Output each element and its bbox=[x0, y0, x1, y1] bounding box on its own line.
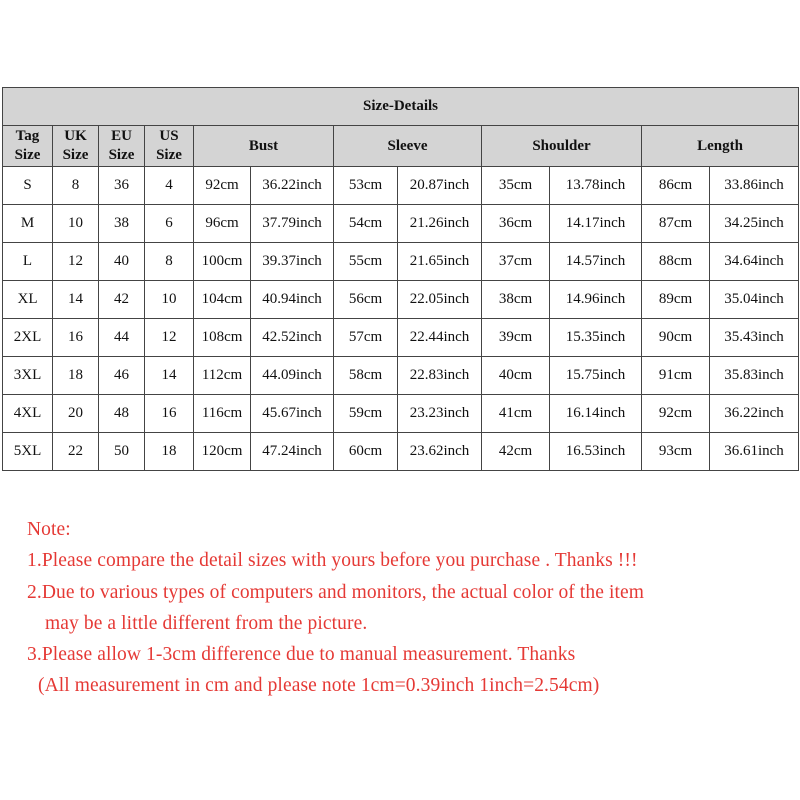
size-details-table bbox=[2, 87, 799, 471]
note-line-2b: may be a little different from the picture. bbox=[45, 612, 368, 634]
table-cell: 59cm bbox=[334, 395, 398, 433]
table-cell: 116cm bbox=[194, 395, 251, 433]
table-cell: 92cm bbox=[642, 395, 710, 433]
table-cell: 47.24inch bbox=[251, 433, 334, 471]
table-cell: 93cm bbox=[642, 433, 710, 471]
table-cell: 88cm bbox=[642, 243, 710, 281]
table-cell: 39.37inch bbox=[251, 243, 334, 281]
table-cell: 8 bbox=[53, 167, 99, 205]
table-cell: 42cm bbox=[482, 433, 550, 471]
table-cell: 22 bbox=[53, 433, 99, 471]
header-bust: Bust bbox=[194, 126, 334, 167]
table-cell: 18 bbox=[145, 433, 194, 471]
note-line-3: 3.Please allow 1-3cm difference due to manual measurement. Thanks bbox=[27, 644, 576, 666]
table-cell: 36.22inch bbox=[710, 395, 799, 433]
table-cell: 39cm bbox=[482, 319, 550, 357]
table-cell: 36 bbox=[99, 167, 145, 205]
table-cell: S bbox=[3, 167, 53, 205]
table-cell: 104cm bbox=[194, 281, 251, 319]
table-cell: 54cm bbox=[334, 205, 398, 243]
table-cell: 21.26inch bbox=[398, 205, 482, 243]
header-tag-size: Tag Size bbox=[3, 126, 53, 167]
table-cell: 96cm bbox=[194, 205, 251, 243]
table-cell: 108cm bbox=[194, 319, 251, 357]
table-cell: 42.52inch bbox=[251, 319, 334, 357]
table-cell: 38 bbox=[99, 205, 145, 243]
table-row bbox=[3, 167, 799, 205]
table-cell: 60cm bbox=[334, 433, 398, 471]
table-row bbox=[3, 395, 799, 433]
table-cell: 13.78inch bbox=[550, 167, 642, 205]
table-cell: 20 bbox=[53, 395, 99, 433]
table-cell: 3XL bbox=[3, 357, 53, 395]
header-us-size: US Size bbox=[145, 126, 194, 167]
table-cell: 35.43inch bbox=[710, 319, 799, 357]
table-cell: 36.22inch bbox=[251, 167, 334, 205]
table-cell: 36cm bbox=[482, 205, 550, 243]
table-cell: 45.67inch bbox=[251, 395, 334, 433]
table-cell: 16 bbox=[145, 395, 194, 433]
table-cell: 33.86inch bbox=[710, 167, 799, 205]
table-cell: 14 bbox=[53, 281, 99, 319]
header-uk-size: UK Size bbox=[53, 126, 99, 167]
table-cell: 87cm bbox=[642, 205, 710, 243]
table-cell: 34.64inch bbox=[710, 243, 799, 281]
table-cell: 12 bbox=[53, 243, 99, 281]
table-cell: 55cm bbox=[334, 243, 398, 281]
table-cell: 89cm bbox=[642, 281, 710, 319]
table-cell: 20.87inch bbox=[398, 167, 482, 205]
table-cell: 14.57inch bbox=[550, 243, 642, 281]
notes-section bbox=[27, 514, 797, 702]
table-cell: 37.79inch bbox=[251, 205, 334, 243]
table-title: Size-Details bbox=[3, 88, 799, 126]
table-cell: 22.44inch bbox=[398, 319, 482, 357]
table-cell: 15.35inch bbox=[550, 319, 642, 357]
table-cell: 86cm bbox=[642, 167, 710, 205]
table-cell: 56cm bbox=[334, 281, 398, 319]
table-cell: M bbox=[3, 205, 53, 243]
table-cell: 15.75inch bbox=[550, 357, 642, 395]
table-cell: 40.94inch bbox=[251, 281, 334, 319]
table-cell: 6 bbox=[145, 205, 194, 243]
table-cell: 36.61inch bbox=[710, 433, 799, 471]
table-cell: 23.62inch bbox=[398, 433, 482, 471]
table-cell: 46 bbox=[99, 357, 145, 395]
table-cell: 57cm bbox=[334, 319, 398, 357]
table-cell: 100cm bbox=[194, 243, 251, 281]
table-cell: 112cm bbox=[194, 357, 251, 395]
table-cell: 92cm bbox=[194, 167, 251, 205]
table-cell: 14 bbox=[145, 357, 194, 395]
table-cell: 37cm bbox=[482, 243, 550, 281]
table-cell: 91cm bbox=[642, 357, 710, 395]
table-cell: 50 bbox=[99, 433, 145, 471]
table-cell: 21.65inch bbox=[398, 243, 482, 281]
table-cell: 23.23inch bbox=[398, 395, 482, 433]
table-body bbox=[3, 167, 799, 471]
table-cell: 44 bbox=[99, 319, 145, 357]
note-line-4: (All measurement in cm and please note 1cm=0.39inch 1inch=2.54cm) bbox=[38, 675, 600, 697]
header-shoulder: Shoulder bbox=[482, 126, 642, 167]
header-sleeve: Sleeve bbox=[334, 126, 482, 167]
table-cell: 34.25inch bbox=[710, 205, 799, 243]
table-cell: 4 bbox=[145, 167, 194, 205]
table-cell: 16.53inch bbox=[550, 433, 642, 471]
table-cell: 14.96inch bbox=[550, 281, 642, 319]
table-cell: 58cm bbox=[334, 357, 398, 395]
table-cell: XL bbox=[3, 281, 53, 319]
table-cell: 10 bbox=[53, 205, 99, 243]
table-cell: 38cm bbox=[482, 281, 550, 319]
table-cell: 16.14inch bbox=[550, 395, 642, 433]
table-cell: 22.05inch bbox=[398, 281, 482, 319]
table-row bbox=[3, 357, 799, 395]
table-cell: L bbox=[3, 243, 53, 281]
table-cell: 16 bbox=[53, 319, 99, 357]
table-cell: 5XL bbox=[3, 433, 53, 471]
table-row bbox=[3, 433, 799, 471]
table-cell: 90cm bbox=[642, 319, 710, 357]
table-cell: 2XL bbox=[3, 319, 53, 357]
table-cell: 35.83inch bbox=[710, 357, 799, 395]
table-cell: 14.17inch bbox=[550, 205, 642, 243]
table-row bbox=[3, 281, 799, 319]
table-cell: 12 bbox=[145, 319, 194, 357]
table-cell: 42 bbox=[99, 281, 145, 319]
table-cell: 22.83inch bbox=[398, 357, 482, 395]
table-cell: 48 bbox=[99, 395, 145, 433]
note-line-1: 1.Please compare the detail sizes with yours before you purchase . Thanks !!! bbox=[27, 550, 638, 572]
table-cell: 120cm bbox=[194, 433, 251, 471]
table-cell: 40cm bbox=[482, 357, 550, 395]
table-row bbox=[3, 205, 799, 243]
table-cell: 8 bbox=[145, 243, 194, 281]
header-eu-size: EU Size bbox=[99, 126, 145, 167]
table-cell: 44.09inch bbox=[251, 357, 334, 395]
table-cell: 18 bbox=[53, 357, 99, 395]
table-cell: 53cm bbox=[334, 167, 398, 205]
table-cell: 35.04inch bbox=[710, 281, 799, 319]
table-row bbox=[3, 319, 799, 357]
note-heading: Note: bbox=[27, 519, 71, 540]
table-cell: 35cm bbox=[482, 167, 550, 205]
table-row bbox=[3, 243, 799, 281]
table-cell: 10 bbox=[145, 281, 194, 319]
table-cell: 4XL bbox=[3, 395, 53, 433]
header-length: Length bbox=[642, 126, 799, 167]
table-cell: 40 bbox=[99, 243, 145, 281]
note-line-2a: 2.Due to various types of computers and monitors, the actual color of the item bbox=[27, 581, 645, 603]
table-cell: 41cm bbox=[482, 395, 550, 433]
